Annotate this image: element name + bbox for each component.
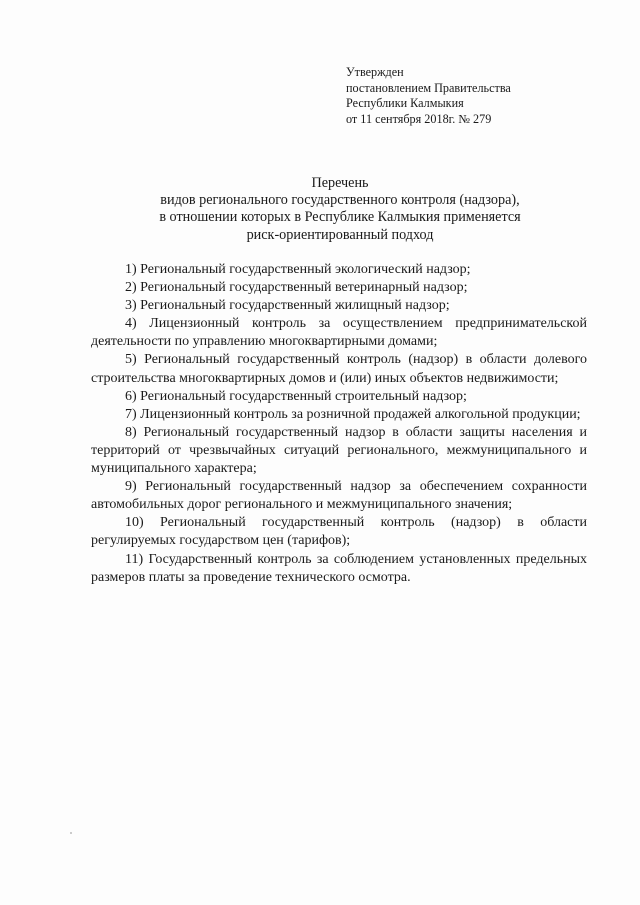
approval-date-number: от 11 сентября 2018г. № 279 — [346, 111, 492, 126]
list-item: 4) Лицензионный контроль за осуществлением предпринимательской деятельности по управлению многоквартирными домами; — [91, 316, 587, 350]
approval-block — [346, 65, 606, 127]
title-line: в отношении которых в Республике Калмыкия применяется — [159, 209, 521, 226]
list-item: 10) Региональный государственный контроль (надзор) в области регулируемых государством цен (тарифов); — [91, 515, 587, 549]
list-item: 3) Региональный государственный жилищный надзор; — [125, 298, 450, 314]
title-line: риск-ориентированный подход — [246, 226, 434, 243]
approval-line: постановлением Правительства — [346, 80, 511, 95]
title-line: Перечень — [311, 175, 369, 191]
list-item: 8) Региональный государственный надзор в области защиты населения и территорий от чрезвычайных ситуаций регионального, межмуниципального и муниципального характера; — [91, 424, 587, 477]
title-line: видов регионального государственного контроля (надзора), — [160, 192, 520, 209]
approval-line: Республики Калмыкия — [346, 96, 464, 110]
scan-speck — [70, 832, 72, 834]
list-item: 2) Региональный государственный ветеринарный надзор; — [125, 280, 468, 296]
list-item: 1) Региональный государственный экологический надзор; — [125, 262, 471, 277]
approval-line: Утвержден — [346, 65, 404, 79]
list-item: 9) Региональный государственный надзор за обеспечением сохранности автомобильных дорог регионального и межмуниципального значения; — [91, 479, 587, 513]
list-item: 5) Региональный государственный контроль (надзор) в области долевого строительства многоквартирных домов и (или) иных объектов недвижимости; — [91, 352, 587, 386]
document-title — [90, 175, 590, 244]
list-item: 11) Государственный контроль за соблюдением установленных предельных размеров платы за проведение технического осмотра. — [91, 551, 587, 585]
control-types-list — [91, 261, 587, 587]
list-item: 7) Лицензионный контроль за розничной продажей алкогольной продукции; — [125, 406, 581, 422]
list-item: 6) Региональный государственный строительный надзор; — [125, 388, 467, 404]
